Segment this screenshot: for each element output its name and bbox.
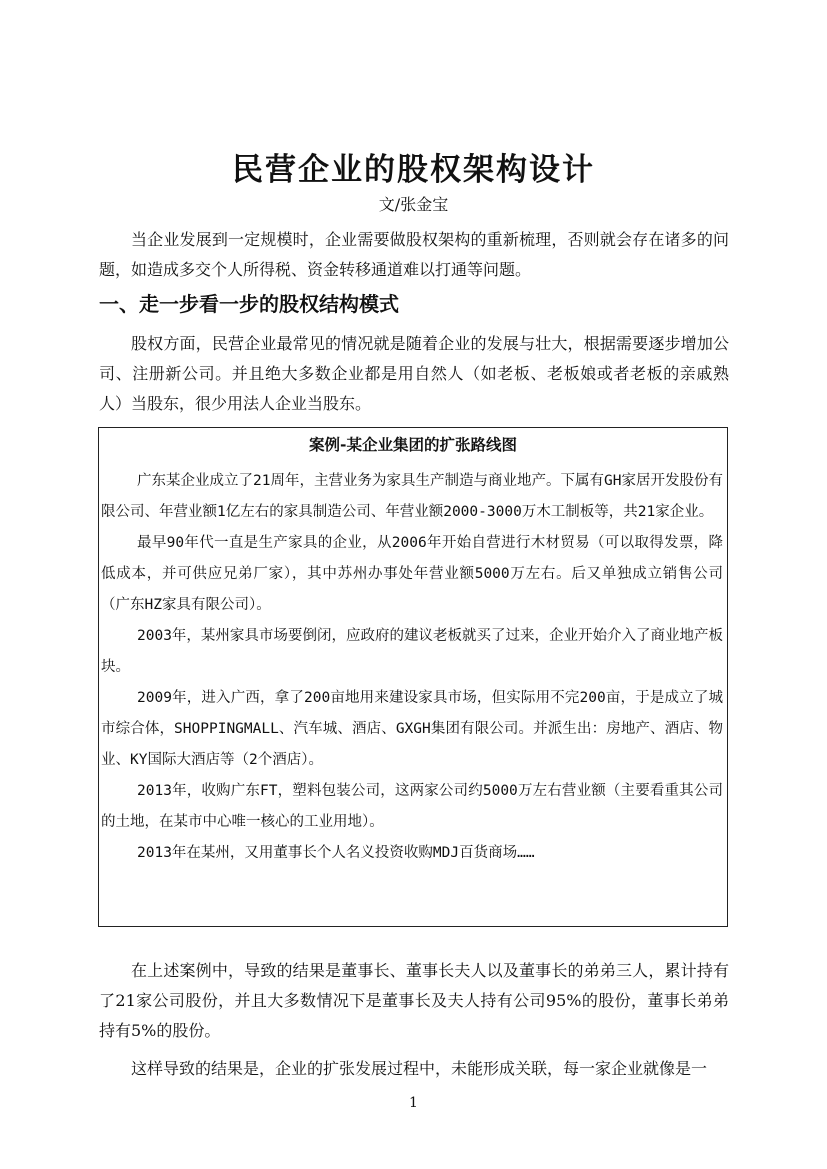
page-number: 1 — [409, 1095, 418, 1111]
case-paragraph: 2009年，进入广西，拿了200亩地用来建设家具市场，但实际用不完200亩，于是成立了城市综合体，SHOPPINGMALL、汽车城、酒店、GXGH集团有限公司。并派生出：房地产、酒店、物业、KY国际大酒店等（2个酒店）。 — [101, 690, 723, 768]
document-title: 民营企业的股权架构设计 — [232, 151, 595, 188]
body-paragraph: 在上述案例中，导致的结果是董事长、董事长夫人以及董事长的弟弟三人，累计持有了21家公司股份，并且大多数情况下是董事长及夫人持有公司95%的股份，董事长弟弟持有5%的股份。 — [99, 961, 729, 1040]
case-text — [101, 466, 723, 869]
section-heading: 一、走一步看一步的股权结构模式 — [99, 292, 399, 316]
case-paragraph: 2013年，收购广东FT，塑料包装公司，这两家公司约5000万左右营业额（主要看重其公司的土地，在某市中心唯一核心的工业用地）。 — [101, 783, 723, 830]
body-paragraph: 这样导致的结果是，企业的扩张发展过程中，未能形成关联，每一家企业就像是一 — [131, 1059, 708, 1078]
case-paragraph: 最早90年代一直是生产家具的企业，从2006年开始自营进行木材贸易（可以取得发票，降低成本，并可供应兄弟厂家），其中苏州办事处年营业额5000万左右。后又单独成立销售公司（广东HZ家具有限公司）。 — [101, 535, 723, 613]
case-paragraph: 2013年在某州，又用董事长个人名义投资收购MDJ百货商场…… — [137, 845, 535, 861]
case-paragraph: 2003年，某州家具市场要倒闭，应政府的建议老板就买了过来，企业开始介入了商业地产板块。 — [101, 628, 723, 675]
case-paragraph: 广东某企业成立了21周年，主营业务为家具生产制造与商业地产。下属有GH家居开发股份有限公司、年营业额1亿左右的家具制造公司、年营业额2000-3000万木工制板等，共21家企业。 — [101, 473, 723, 520]
case-study-box — [98, 427, 728, 927]
intro-paragraph: 当企业发展到一定规模时，企业需要做股权架构的重新梳理，否则就会存在诸多的问题，如造成多交个人所得税、资金转移通道难以打通等问题。 — [99, 230, 729, 279]
author-line: 文/张金宝 — [378, 195, 449, 214]
case-title: 案例-某企业集团的扩张路线图 — [309, 436, 517, 454]
section-paragraph: 股权方面，民营企业最常见的情况就是随着企业的发展与壮大，根据需要逐步增加公司、注册新公司。并且绝大多数企业都是用自然人（如老板、老板娘或者老板的亲戚熟人）当股东，很少用法人企业当股东。 — [99, 334, 729, 413]
